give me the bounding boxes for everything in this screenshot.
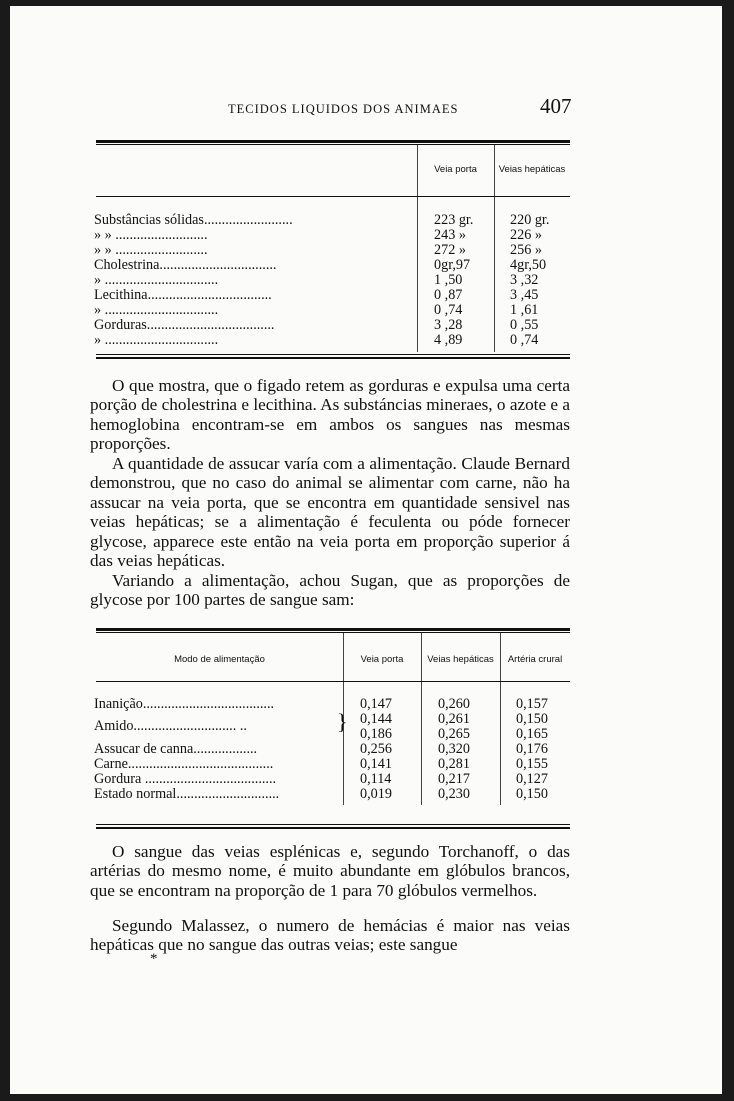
row-label: » ................................ [94, 303, 219, 318]
table-header-rule [96, 681, 570, 682]
row-label: Substâncias sólidas......................... [94, 213, 293, 228]
cell-veia-porta: 0,144 [360, 711, 392, 727]
column-divider [417, 145, 418, 352]
cell-veia-porta: 0,147 [360, 696, 392, 712]
cell-arteria-crural: 0,176 [516, 741, 548, 757]
row-label: » » .......................... [94, 243, 208, 258]
column-divider [494, 145, 495, 352]
table-top-rule [96, 140, 570, 143]
cell-veias-hepaticas: 0,217 [438, 771, 470, 787]
cell-veia-porta: 223 gr. [434, 212, 474, 228]
row-label: Gordura ..................................... [94, 772, 277, 787]
table-bottom-rule-thick [96, 827, 570, 829]
cell-veias-hepaticas: 256 » [510, 242, 542, 258]
paragraph: A quantidade de assucar varía com a alimentação. Claude Bernard demonstrou, que no caso do animal se alimentar com carne, não ha assucar na veia porta, que se encontra em quantidade sensivel nas veias hepáticas; se a alimentação é feculenta ou póde fornecer glycose, apparece este então na veia porta em proporção superior á das veias hepáticas. [90, 454, 570, 571]
cell-arteria-crural: 0,165 [516, 726, 548, 742]
cell-veia-porta: 0 ,87 [434, 287, 463, 303]
cell-veia-porta: 243 » [434, 227, 466, 243]
cell-veias-hepaticas: 0 ,55 [510, 317, 539, 333]
cell-arteria-crural: 0,150 [516, 711, 548, 727]
cell-veia-porta: 4 ,89 [434, 332, 463, 348]
table-bottom-rule [96, 824, 570, 825]
row-label: Inanição..................................... [94, 697, 275, 712]
column-header: Artéria crural [507, 654, 563, 665]
cell-veias-hepaticas: 0,281 [438, 756, 470, 772]
row-label: » » .......................... [94, 228, 208, 243]
row-label: » ................................ [94, 273, 219, 288]
cell-veias-hepaticas: 0,261 [438, 711, 470, 727]
paragraph: Segundo Malassez, o numero de hemácias é maior nas veias hepáticas que no sangue das outras veias; este sangue [90, 916, 570, 955]
cell-veia-porta: 0,141 [360, 756, 392, 772]
cell-veia-porta: 0 ,74 [434, 302, 463, 318]
cell-veia-porta: 0,256 [360, 741, 392, 757]
row-label: » ................................ [94, 333, 219, 348]
cell-arteria-crural: 0,127 [516, 771, 548, 787]
cell-veia-porta: 0,186 [360, 726, 392, 742]
row-label: Cholestrina................................. [94, 258, 277, 273]
row-label: Amido............................. .. [94, 719, 247, 734]
cell-veias-hepaticas: 4gr,50 [510, 257, 547, 273]
paragraph: Variando a alimentação, achou Sugan, que as proporções de glycose por 100 partes de sangue sam: [90, 571, 570, 610]
cell-veias-hepaticas: 3 ,45 [510, 287, 539, 303]
cell-arteria-crural: 0,155 [516, 756, 548, 772]
footer-asterisk: * [150, 951, 158, 967]
column-header: Veia porta [360, 654, 404, 665]
cell-veias-hepaticas: 0,265 [438, 726, 470, 742]
page-number: 407 [540, 94, 572, 118]
table-top-rule [96, 628, 570, 631]
cell-veias-hepaticas: 3 ,32 [510, 272, 539, 288]
paragraph: O sangue das veias esplénicas e, segundo Torchanoff, o das artérias do mesmo nome, é muito abundante em glóbulos brancos, que se encontram na proporção de 1 para 70 glóbulos vermelhos. [90, 842, 570, 900]
bracket-mark: } [337, 709, 348, 734]
book-page [10, 6, 722, 1094]
table-top-rule-thin [96, 632, 570, 633]
cell-arteria-crural: 0,157 [516, 696, 548, 712]
cell-veias-hepaticas: 0 ,74 [510, 332, 539, 348]
cell-veias-hepaticas: 220 gr. [510, 212, 550, 228]
table-bottom-rule-thick [96, 357, 570, 359]
column-header: Veias hepáticas [498, 164, 566, 175]
cell-veias-hepaticas: 0,260 [438, 696, 470, 712]
cell-veias-hepaticas: 0,230 [438, 786, 470, 802]
cell-veia-porta: 272 » [434, 242, 466, 258]
table-top-rule-thin [96, 144, 570, 145]
cell-veia-porta: 0gr,97 [434, 257, 471, 273]
column-header: Veias hepáticas [427, 654, 494, 665]
cell-veia-porta: 0,019 [360, 786, 392, 802]
table-bottom-rule [96, 354, 570, 355]
row-label: Assucar de canna.................. [94, 742, 258, 757]
cell-veias-hepaticas: 0,320 [438, 741, 470, 757]
cell-veia-porta: 0,114 [360, 771, 392, 787]
row-label: Lecithina................................... [94, 288, 272, 303]
paragraph: O que mostra, que o figado retem as gorduras e expulsa uma certa porção de cholestrina e lecithina. As substáncias mineraes, o azote e a hemoglobina encontram-se em ambos os sangues nas mesmas proporções. [90, 376, 570, 454]
table-header-rule [96, 196, 570, 197]
row-label: Carne......................................... [94, 757, 274, 772]
cell-arteria-crural: 0,150 [516, 786, 548, 802]
row-label: Estado normal............................. [94, 787, 280, 802]
running-header: TECIDOS LIQUIDOS DOS ANIMAES [228, 102, 459, 116]
column-header: Veia porta [434, 164, 477, 175]
column-header: Modo de alimentação [174, 654, 265, 665]
row-label: Gorduras.................................... [94, 318, 275, 333]
cell-veia-porta: 1 ,50 [434, 272, 463, 288]
cell-veias-hepaticas: 1 ,61 [510, 302, 539, 318]
cell-veias-hepaticas: 226 » [510, 227, 542, 243]
cell-veia-porta: 3 ,28 [434, 317, 463, 333]
